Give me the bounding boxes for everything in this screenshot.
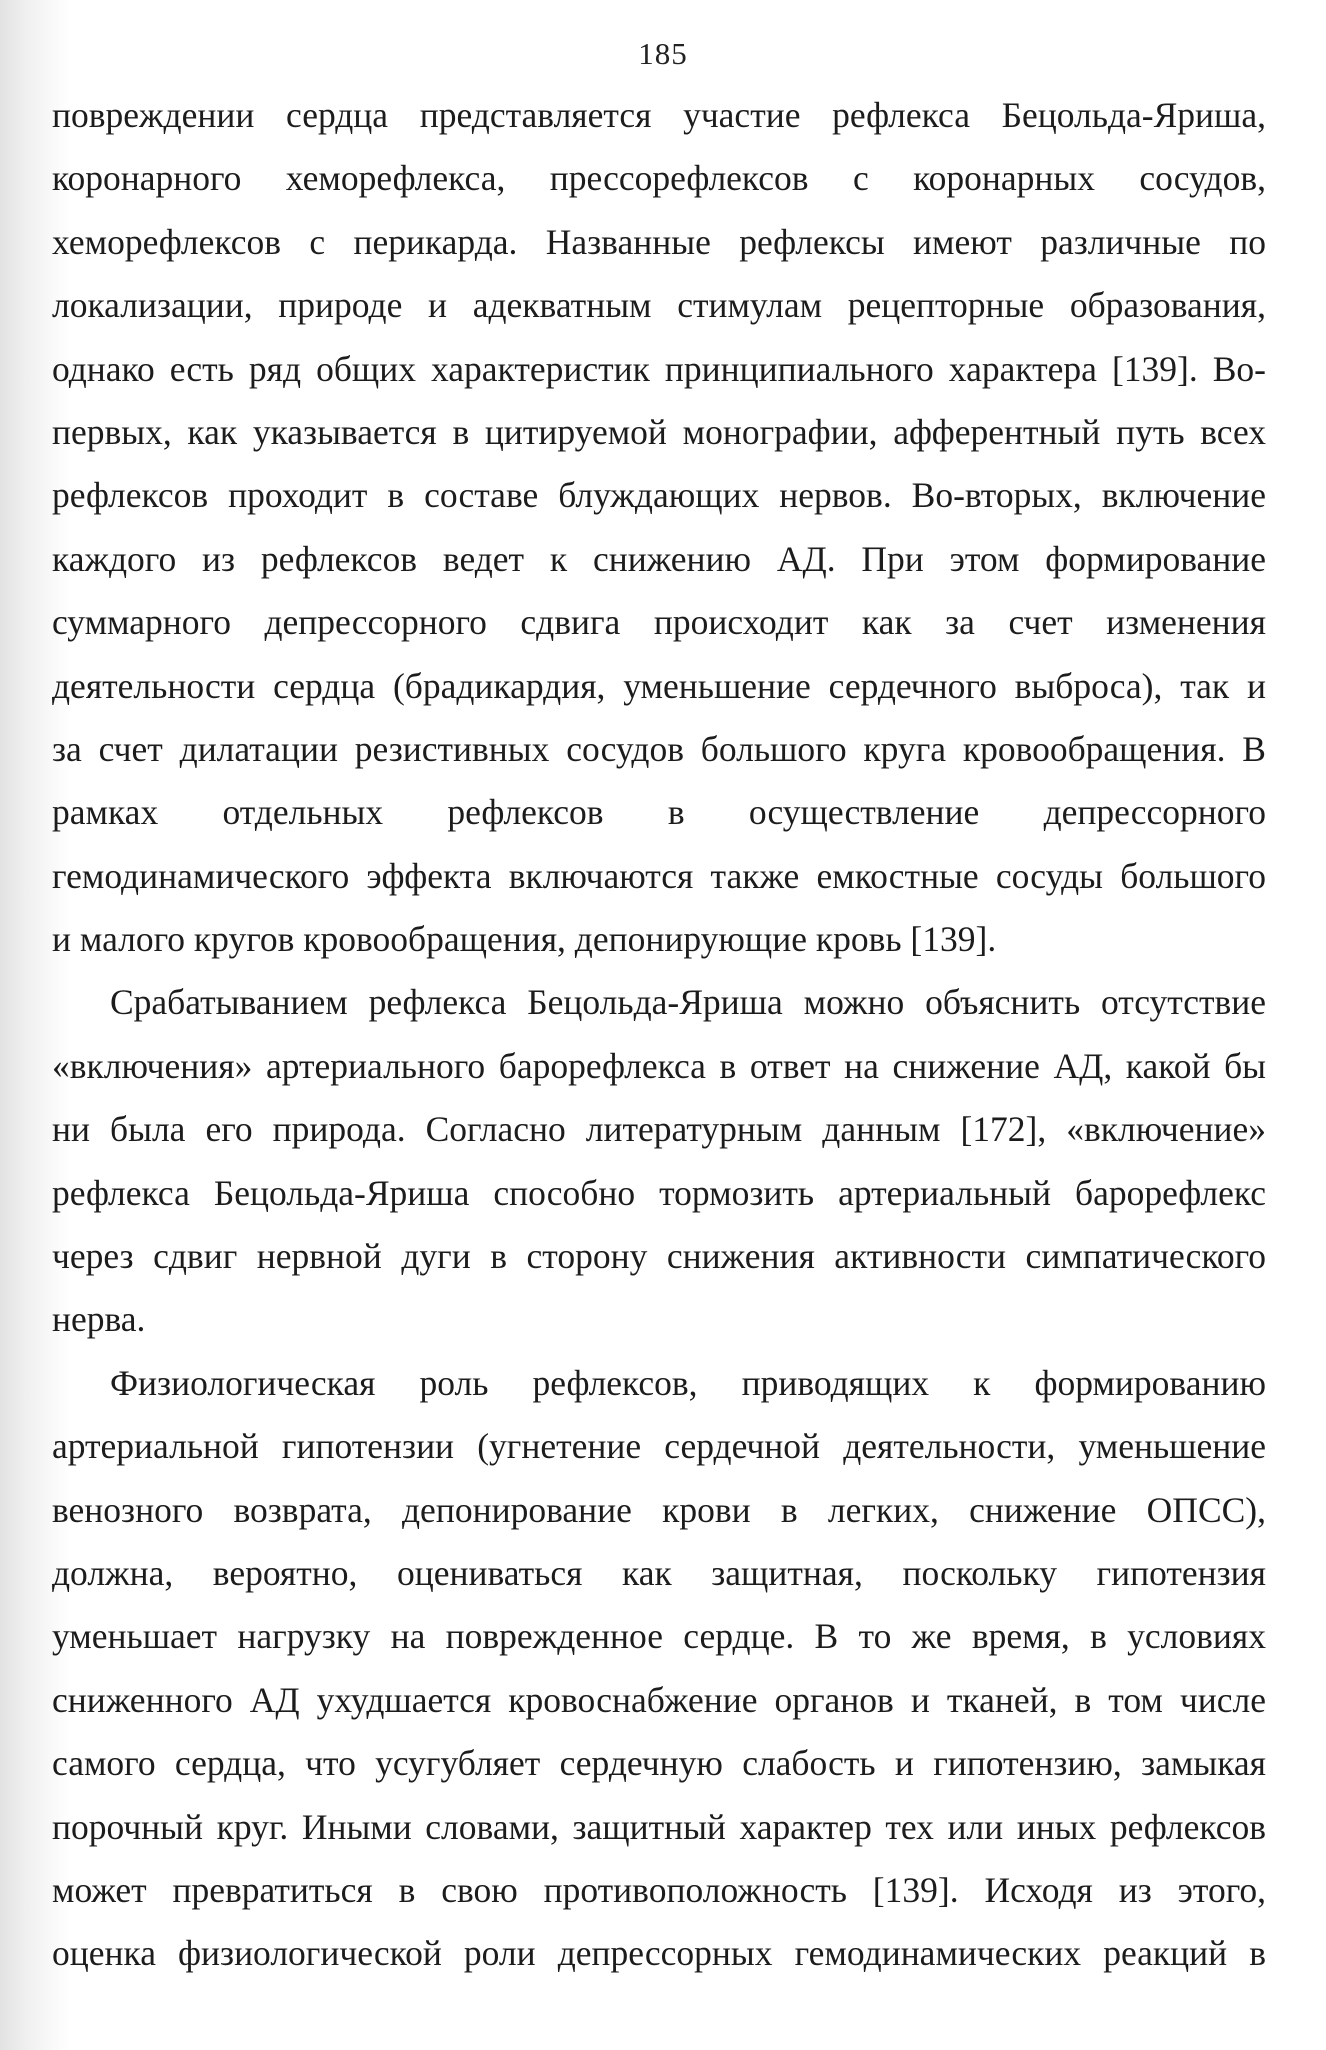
text-line: ни была его природа. Согласно литературным данным [172], «включение» (52, 1109, 1266, 1150)
text-line: и малого кругов кровообращения, депонирующие кровь [139]. (52, 919, 997, 960)
text-line: Физиологическая роль рефлексов, приводящих к формированию (110, 1362, 1266, 1403)
text-line: через сдвиг нервной дуги в сторону снижения активности симпатического (52, 1236, 1266, 1277)
body-text (52, 84, 1266, 1986)
text-line: рефлексов проходит в составе блуждающих нервов. Во-вторых, включение (52, 475, 1266, 516)
text-line: оценка физиологической роли депрессорных гемодинамических реакций в (52, 1933, 1266, 1974)
text-line: рамках отдельных рефлексов в осуществление депрессорного (52, 792, 1266, 833)
text-line: каждого из рефлексов ведет к снижению АД. При этом формирование (52, 538, 1266, 579)
text-line: порочный круг. Иными словами, защитный характер тех или иных рефлексов (52, 1806, 1266, 1847)
text-line: венозного возврата, депонирование крови в легких, снижение ОПСС), (52, 1489, 1266, 1530)
text-line: суммарного депрессорного сдвига происходит как за счет изменения (52, 602, 1266, 643)
text-line: хеморефлексов с перикарда. Названные рефлексы имеют различные по (52, 221, 1266, 262)
text-line: нерва. (52, 1299, 146, 1340)
text-line: за счет дилатации резистивных сосудов большого круга кровообращения. В (52, 728, 1266, 769)
text-line: первых, как указывается в цитируемой монографии, афферентный путь всех (52, 411, 1266, 452)
text-line: может превратиться в свою противоположность [139]. Исходя из этого, (52, 1869, 1266, 1910)
text-line: Срабатыванием рефлекса Бецольда-Яриша можно объяснить отсутствие (110, 982, 1266, 1023)
text-line: повреждении сердца представляется участие рефлекса Бецольда-Яриша, (52, 95, 1266, 135)
text-line: должна, вероятно, оцениваться как защитная, поскольку гипотензия (52, 1552, 1266, 1593)
text-line: сниженного АД ухудшается кровоснабжение органов и тканей, в том числе (52, 1679, 1266, 1720)
text-line: уменьшает нагрузку на поврежденное сердце. В то же время, в условиях (52, 1616, 1266, 1657)
text-line: деятельности сердца (брадикардия, уменьшение сердечного выброса), так и (52, 665, 1266, 706)
text-line: артериальной гипотензии (угнетение сердечной деятельности, уменьшение (52, 1426, 1266, 1467)
page-number: 185 (638, 36, 688, 71)
text-line: рефлекса Бецольда-Яриша способно тормозить артериальный барорефлекс (52, 1172, 1266, 1213)
text-line: коронарного хеморефлекса, прессорефлексов с коронарных сосудов, (52, 158, 1266, 199)
text-line: локализации, природе и адекватным стимулам рецепторные образования, (52, 285, 1266, 326)
text-line: гемодинамического эффекта включаются также емкостные сосуды большого (52, 855, 1266, 896)
text-line: однако есть ряд общих характеристик принципиального характера [139]. Во- (52, 348, 1266, 389)
text-line: «включения» артериального барорефлекса в ответ на снижение АД, какой бы (52, 1045, 1266, 1086)
text-line: самого сердца, что усугубляет сердечную слабость и гипотензию, замыкая (52, 1743, 1266, 1784)
